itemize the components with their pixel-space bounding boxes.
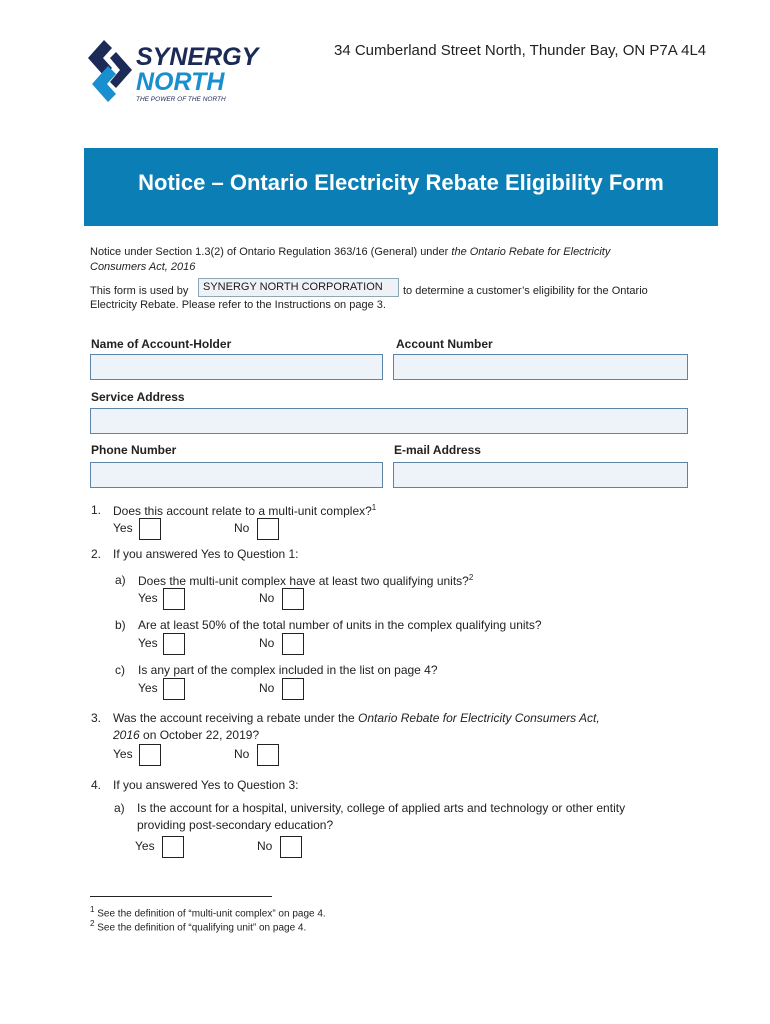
q3-date: on October 22, 2019? xyxy=(139,728,260,742)
q2b-yes-label: Yes xyxy=(138,636,158,650)
footnote-2-text: See the definition of “qualifying unit” on page 4. xyxy=(94,922,307,934)
q3-yes-label: Yes xyxy=(113,747,133,761)
q2c-text: Is any part of the complex included in the list on page 4? xyxy=(138,663,438,677)
q2c-yes-label: Yes xyxy=(138,681,158,695)
synergy-north-logo xyxy=(86,38,286,106)
q2c-no-label: No xyxy=(259,681,275,695)
usedby-suffix: to determine a customer’s eligibility for the Ontario xyxy=(403,285,648,297)
q4a-yes-label: Yes xyxy=(135,839,155,853)
q2a-no-label: No xyxy=(259,591,275,605)
q4-text: If you answered Yes to Question 3: xyxy=(113,778,299,792)
logo-word-north: NORTH xyxy=(136,68,225,96)
email-label: E-mail Address xyxy=(394,443,481,457)
usedby-line-2: Electricity Rebate. Please refer to the Instructions on page 3. xyxy=(90,299,386,311)
q2a-yes-checkbox[interactable] xyxy=(163,588,185,610)
footnote-1-mark: 1 xyxy=(90,905,95,914)
company-address: 34 Cumberland Street North, Thunder Bay, ON P7A 4L4 xyxy=(334,42,707,59)
q1-footnote-ref: 1 xyxy=(371,503,377,512)
footnote-1 xyxy=(90,905,326,919)
account-holder-input[interactable] xyxy=(90,354,383,380)
q1-text xyxy=(113,503,376,518)
q1-label: Does this account relate to a multi-unit complex? xyxy=(113,504,372,518)
q1-number: 1. xyxy=(91,503,102,517)
q2a-footnote-ref: 2 xyxy=(468,573,474,582)
phone-label: Phone Number xyxy=(91,443,177,457)
q3-act-title: Ontario Rebate for Electricity Consumers Act, xyxy=(358,711,600,725)
service-address-label: Service Address xyxy=(91,390,185,404)
q3-text-line-1 xyxy=(113,711,600,725)
company-name-field[interactable]: SYNERGY NORTH CORPORATION xyxy=(198,278,399,297)
q2a-yes-label: Yes xyxy=(138,591,158,605)
logo-tagline: THE POWER OF THE NORTH xyxy=(136,96,226,103)
q2-text: If you answered Yes to Question 1: xyxy=(113,547,299,561)
footnote-2 xyxy=(90,919,306,933)
q2a-label: Does the multi-unit complex have at least two qualifying units? xyxy=(138,574,469,588)
q3-no-checkbox[interactable] xyxy=(257,744,279,766)
q1-no-label: No xyxy=(234,521,250,535)
q3-no-label: No xyxy=(234,747,250,761)
q4a-text-line-1: Is the account for a hospital, university, college of applied arts and technology or other entity xyxy=(137,801,626,815)
page-title: Notice – Ontario Electricity Rebate Eligibility Form xyxy=(138,170,664,195)
q4a-letter: a) xyxy=(114,801,125,815)
q2b-yes-checkbox[interactable] xyxy=(163,633,185,655)
footnote-2-mark: 2 xyxy=(90,919,95,928)
title-banner xyxy=(84,148,718,226)
notice-line-2: Consumers Act, 2016 xyxy=(90,261,196,273)
account-number-input[interactable] xyxy=(393,354,688,380)
phone-input[interactable] xyxy=(90,462,383,488)
q2b-no-checkbox[interactable] xyxy=(282,633,304,655)
account-holder-label: Name of Account-Holder xyxy=(91,337,232,351)
q4-number: 4. xyxy=(91,778,102,792)
q2a-no-checkbox[interactable] xyxy=(282,588,304,610)
notice-line-1 xyxy=(90,246,610,258)
q3-act-year: 2016 xyxy=(113,728,140,742)
q4a-yes-checkbox[interactable] xyxy=(162,836,184,858)
q2-number: 2. xyxy=(91,547,102,561)
q1-no-checkbox[interactable] xyxy=(257,518,279,540)
q3-label: Was the account receiving a rebate under the xyxy=(113,711,359,725)
email-input[interactable] xyxy=(393,462,688,488)
q2a-letter: a) xyxy=(115,573,126,587)
account-number-label: Account Number xyxy=(396,337,493,351)
service-address-input[interactable] xyxy=(90,408,688,434)
q2c-yes-checkbox[interactable] xyxy=(163,678,185,700)
q2b-no-label: No xyxy=(259,636,275,650)
q4a-no-checkbox[interactable] xyxy=(280,836,302,858)
q1-yes-checkbox[interactable] xyxy=(139,518,161,540)
footnote-1-text: See the definition of “multi-unit complex” on page 4. xyxy=(94,908,326,920)
q2c-letter: c) xyxy=(115,663,125,677)
q4a-no-label: No xyxy=(257,839,273,853)
q3-number: 3. xyxy=(91,711,102,725)
q3-text-line-2 xyxy=(113,728,259,742)
q1-yes-label: Yes xyxy=(113,521,133,535)
q2b-text: Are at least 50% of the total number of units in the complex qualifying units? xyxy=(138,618,542,632)
footnote-divider xyxy=(90,896,272,897)
notice-act-title: the Ontario Rebate for Electricity xyxy=(451,246,611,258)
q2c-no-checkbox[interactable] xyxy=(282,678,304,700)
q3-yes-checkbox[interactable] xyxy=(139,744,161,766)
q2b-letter: b) xyxy=(115,618,126,632)
usedby-prefix: This form is used by xyxy=(90,285,189,297)
q2a-text xyxy=(138,573,473,588)
notice-text: Notice under Section 1.3(2) of Ontario Regulation 363/16 (General) under xyxy=(90,246,452,258)
q4a-text-line-2: providing post-secondary education? xyxy=(137,818,334,832)
logo-word-synergy: SYNERGY xyxy=(136,43,259,71)
